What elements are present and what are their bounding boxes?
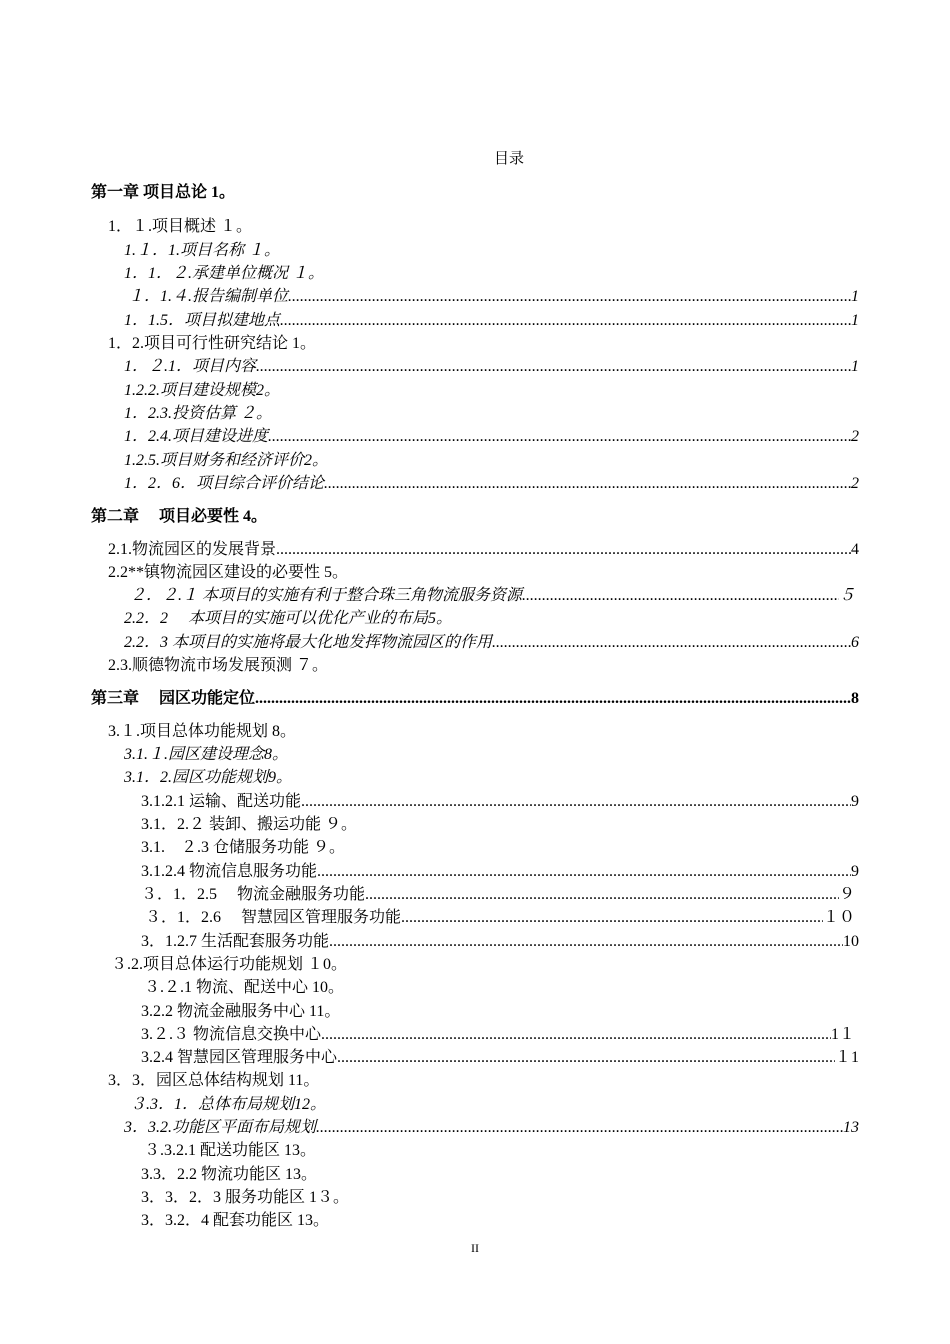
toc-entry[interactable] [128, 285, 859, 309]
toc-entry-label: 3.1．2.２ 装卸、搬运功能 ９。 [141, 816, 358, 833]
toc-entry-label: 3.1. ２.3 仓储服务功能 ９。 [141, 839, 346, 856]
toc-leader-dots [276, 538, 851, 562]
toc-entry[interactable] [124, 425, 859, 449]
toc-entry-label: 2.2．2 本项目的实施可以优化产业的布局5。 [124, 610, 453, 627]
toc-leader-dots [321, 1023, 831, 1047]
toc-entry-chapter-1[interactable] [91, 181, 859, 205]
toc-entry-label: 1．1．２.承建单位概况 １。 [124, 265, 325, 282]
toc-entry[interactable] [130, 1093, 859, 1117]
toc-entry[interactable] [141, 1023, 855, 1047]
toc-entry-label: 1．2.项目可行性研究结论 1。 [108, 335, 317, 352]
toc-entry[interactable] [124, 355, 859, 379]
toc-page-number: 13 [843, 1119, 859, 1136]
toc-entry[interactable] [145, 906, 855, 930]
toc-entry-label: ２．２.１ 本项目的实施有利于整合珠三角物流服务资源 [130, 587, 523, 604]
toc-page-number: 9 [851, 863, 859, 880]
toc-page-number: 6 [851, 634, 859, 651]
toc-entry-label: 第二章 项目必要性 4。 [91, 508, 268, 525]
toc-entry[interactable] [108, 215, 859, 239]
toc-entry[interactable] [124, 379, 859, 403]
toc-entry[interactable] [124, 239, 859, 263]
toc-page-number: １０ [822, 909, 855, 926]
toc-entry[interactable] [141, 1000, 859, 1024]
toc-entry-label: 3.1.2.4 物流信息服务功能 [141, 863, 318, 880]
toc-leader-dots [280, 309, 851, 333]
toc-entry[interactable] [124, 743, 859, 767]
toc-entry[interactable] [124, 472, 859, 496]
toc-page-number: 10 [843, 933, 859, 950]
toc-entry[interactable] [141, 930, 859, 954]
toc-entry[interactable] [141, 1209, 859, 1233]
toc-entry-label: 3.1.2.1 运输、配送功能 [141, 793, 302, 810]
toc-entry[interactable] [141, 883, 855, 907]
toc-entry-label: 1．1.5．项目拟建地点 [124, 312, 281, 329]
toc-leader-dots [256, 355, 851, 379]
toc-entry[interactable] [141, 813, 859, 837]
toc-entry[interactable] [108, 720, 859, 744]
toc-entry[interactable] [141, 1186, 859, 1210]
toc-page-number: 9 [851, 793, 859, 810]
toc-entry[interactable] [124, 449, 859, 473]
toc-entry[interactable] [141, 790, 859, 814]
toc-entry-chapter-3[interactable] [91, 687, 859, 711]
toc-entry[interactable] [141, 860, 859, 884]
toc-entry-label: 1．2.4.项目建设进度 [124, 428, 269, 445]
toc-entry-label: 1.１．1.项目名称 １。 [124, 242, 281, 259]
toc-leader-dots [324, 472, 851, 496]
toc-entry-label: 3．3．2．3 服务功能区 1３。 [141, 1189, 350, 1206]
toc-entry[interactable] [130, 584, 855, 608]
toc-leader-dots [288, 285, 851, 309]
toc-page-number: 2 [851, 475, 859, 492]
toc-entry-label: 第三章 园区功能定位 [91, 690, 256, 707]
toc-entry[interactable] [144, 976, 859, 1000]
toc-entry[interactable] [108, 332, 859, 356]
toc-page-number: ９ [838, 886, 855, 903]
toc-leader-dots [337, 1046, 835, 1070]
toc-entry[interactable] [124, 262, 859, 286]
toc-title: 目录 [493, 151, 524, 167]
toc-page-number: 1 [851, 288, 859, 305]
toc-leader-dots [316, 1116, 843, 1140]
toc-entry[interactable] [124, 631, 859, 655]
page-footer-number: II [471, 1241, 479, 1255]
toc-entry-label: １．1.４.报告编制单位 [128, 288, 289, 305]
toc-page-number: 1 [851, 312, 859, 329]
toc-entry[interactable] [124, 607, 859, 631]
toc-entry-label: ３．1．2.6 智慧园区管理服务功能 [145, 909, 402, 926]
toc-page-number: 1１ [830, 1026, 855, 1043]
toc-entry-label: 3．3.2.功能区平面布局规划 [124, 1119, 317, 1136]
toc-page-number: １1 [834, 1049, 859, 1066]
toc-entry-label: 3．3．园区总体结构规划 11。 [108, 1072, 320, 1089]
toc-entry-label: 3.2.2 物流金融服务中心 11。 [141, 1003, 341, 1020]
toc-entry-label: ３.２.1 物流、配送中心 10。 [144, 979, 345, 996]
toc-entry-label: ３.3.2.1 配送功能区 13。 [144, 1142, 317, 1159]
toc-entry[interactable] [111, 953, 859, 977]
toc-page-number: 8 [851, 690, 859, 707]
toc-entry[interactable] [124, 1116, 859, 1140]
toc-entry-label: 3.１.项目总体功能规划 8。 [108, 723, 297, 740]
toc-entry[interactable] [124, 309, 859, 333]
toc-entry-label: ３．1．2.5 物流金融服务功能 [141, 886, 366, 903]
toc-entry[interactable] [124, 766, 859, 790]
toc-entry[interactable] [141, 836, 859, 860]
toc-entry-label: 3．3.2．4 配套功能区 13。 [141, 1212, 330, 1229]
toc-entry[interactable] [141, 1046, 859, 1070]
toc-entry-label: 1.2.2.项目建设规模2。 [124, 382, 281, 399]
toc-entry-label: ３.3．1．总体布局规划12。 [130, 1096, 327, 1113]
toc-entry-label: 3.２.３ 物流信息交换中心 [141, 1026, 322, 1043]
toc-leader-dots [492, 631, 851, 655]
toc-entry[interactable] [144, 1139, 859, 1163]
toc-entry-label: 3.1.１.园区建设理念8。 [124, 746, 289, 763]
toc-entry-label: 2.1.物流园区的发展背景 [108, 541, 277, 558]
toc-entry-label: 1．2.3.投资估算 ２。 [124, 405, 273, 422]
toc-page-number: 2 [851, 428, 859, 445]
toc-entry[interactable] [141, 1163, 859, 1187]
toc-entry-label: 1．2．6．项目综合评价结论 [124, 475, 325, 492]
toc-entry-chapter-2[interactable] [91, 505, 859, 529]
toc-leader-dots [301, 790, 851, 814]
toc-leader-dots [401, 906, 823, 930]
toc-page-number: 4 [851, 541, 859, 558]
toc-entry[interactable] [108, 538, 859, 562]
toc-leader-dots [522, 584, 839, 608]
toc-page-number: 1 [851, 358, 859, 375]
toc-entry-label: 2.2**镇物流园区建设的必要性 5。 [108, 564, 349, 581]
toc-entry-label: 1.2.5.项目财务和经济评价2。 [124, 452, 329, 469]
toc-entry-label: 第一章 项目总论 1。 [91, 184, 236, 201]
toc-entry-label: 3.3．2.2 物流功能区 13。 [141, 1166, 318, 1183]
toc-entry-label: 3.1．2.园区功能规划9。 [124, 769, 293, 786]
toc-entry[interactable] [108, 654, 859, 678]
toc-leader-dots [365, 883, 839, 907]
toc-entry-label: 1．１.项目概述 １。 [108, 218, 253, 235]
toc-leader-dots [329, 930, 843, 954]
toc-entry-label: 2.3.顺德物流市场发展预测 ７。 [108, 657, 329, 674]
toc-page-number: ５ [838, 587, 855, 604]
toc-entry-label: 1．２.1．项目内容 [124, 358, 257, 375]
toc-leader-dots [268, 425, 851, 449]
toc-leader-dots [317, 860, 851, 884]
toc-entry[interactable] [124, 402, 859, 426]
toc-entry-label: 2.2．3 本项目的实施将最大化地发挥物流园区的作用 [124, 634, 493, 651]
toc-entry[interactable] [108, 561, 859, 585]
toc-entry-label: 3．1.2.7 生活配套服务功能 [141, 933, 330, 950]
toc-entry[interactable] [108, 1069, 859, 1093]
toc-entry-label: ３.2.项目总体运行功能规划 １0。 [111, 956, 348, 973]
toc-entry-label: 3.2.4 智慧园区管理服务中心 [141, 1049, 338, 1066]
toc-leader-dots [255, 687, 851, 711]
